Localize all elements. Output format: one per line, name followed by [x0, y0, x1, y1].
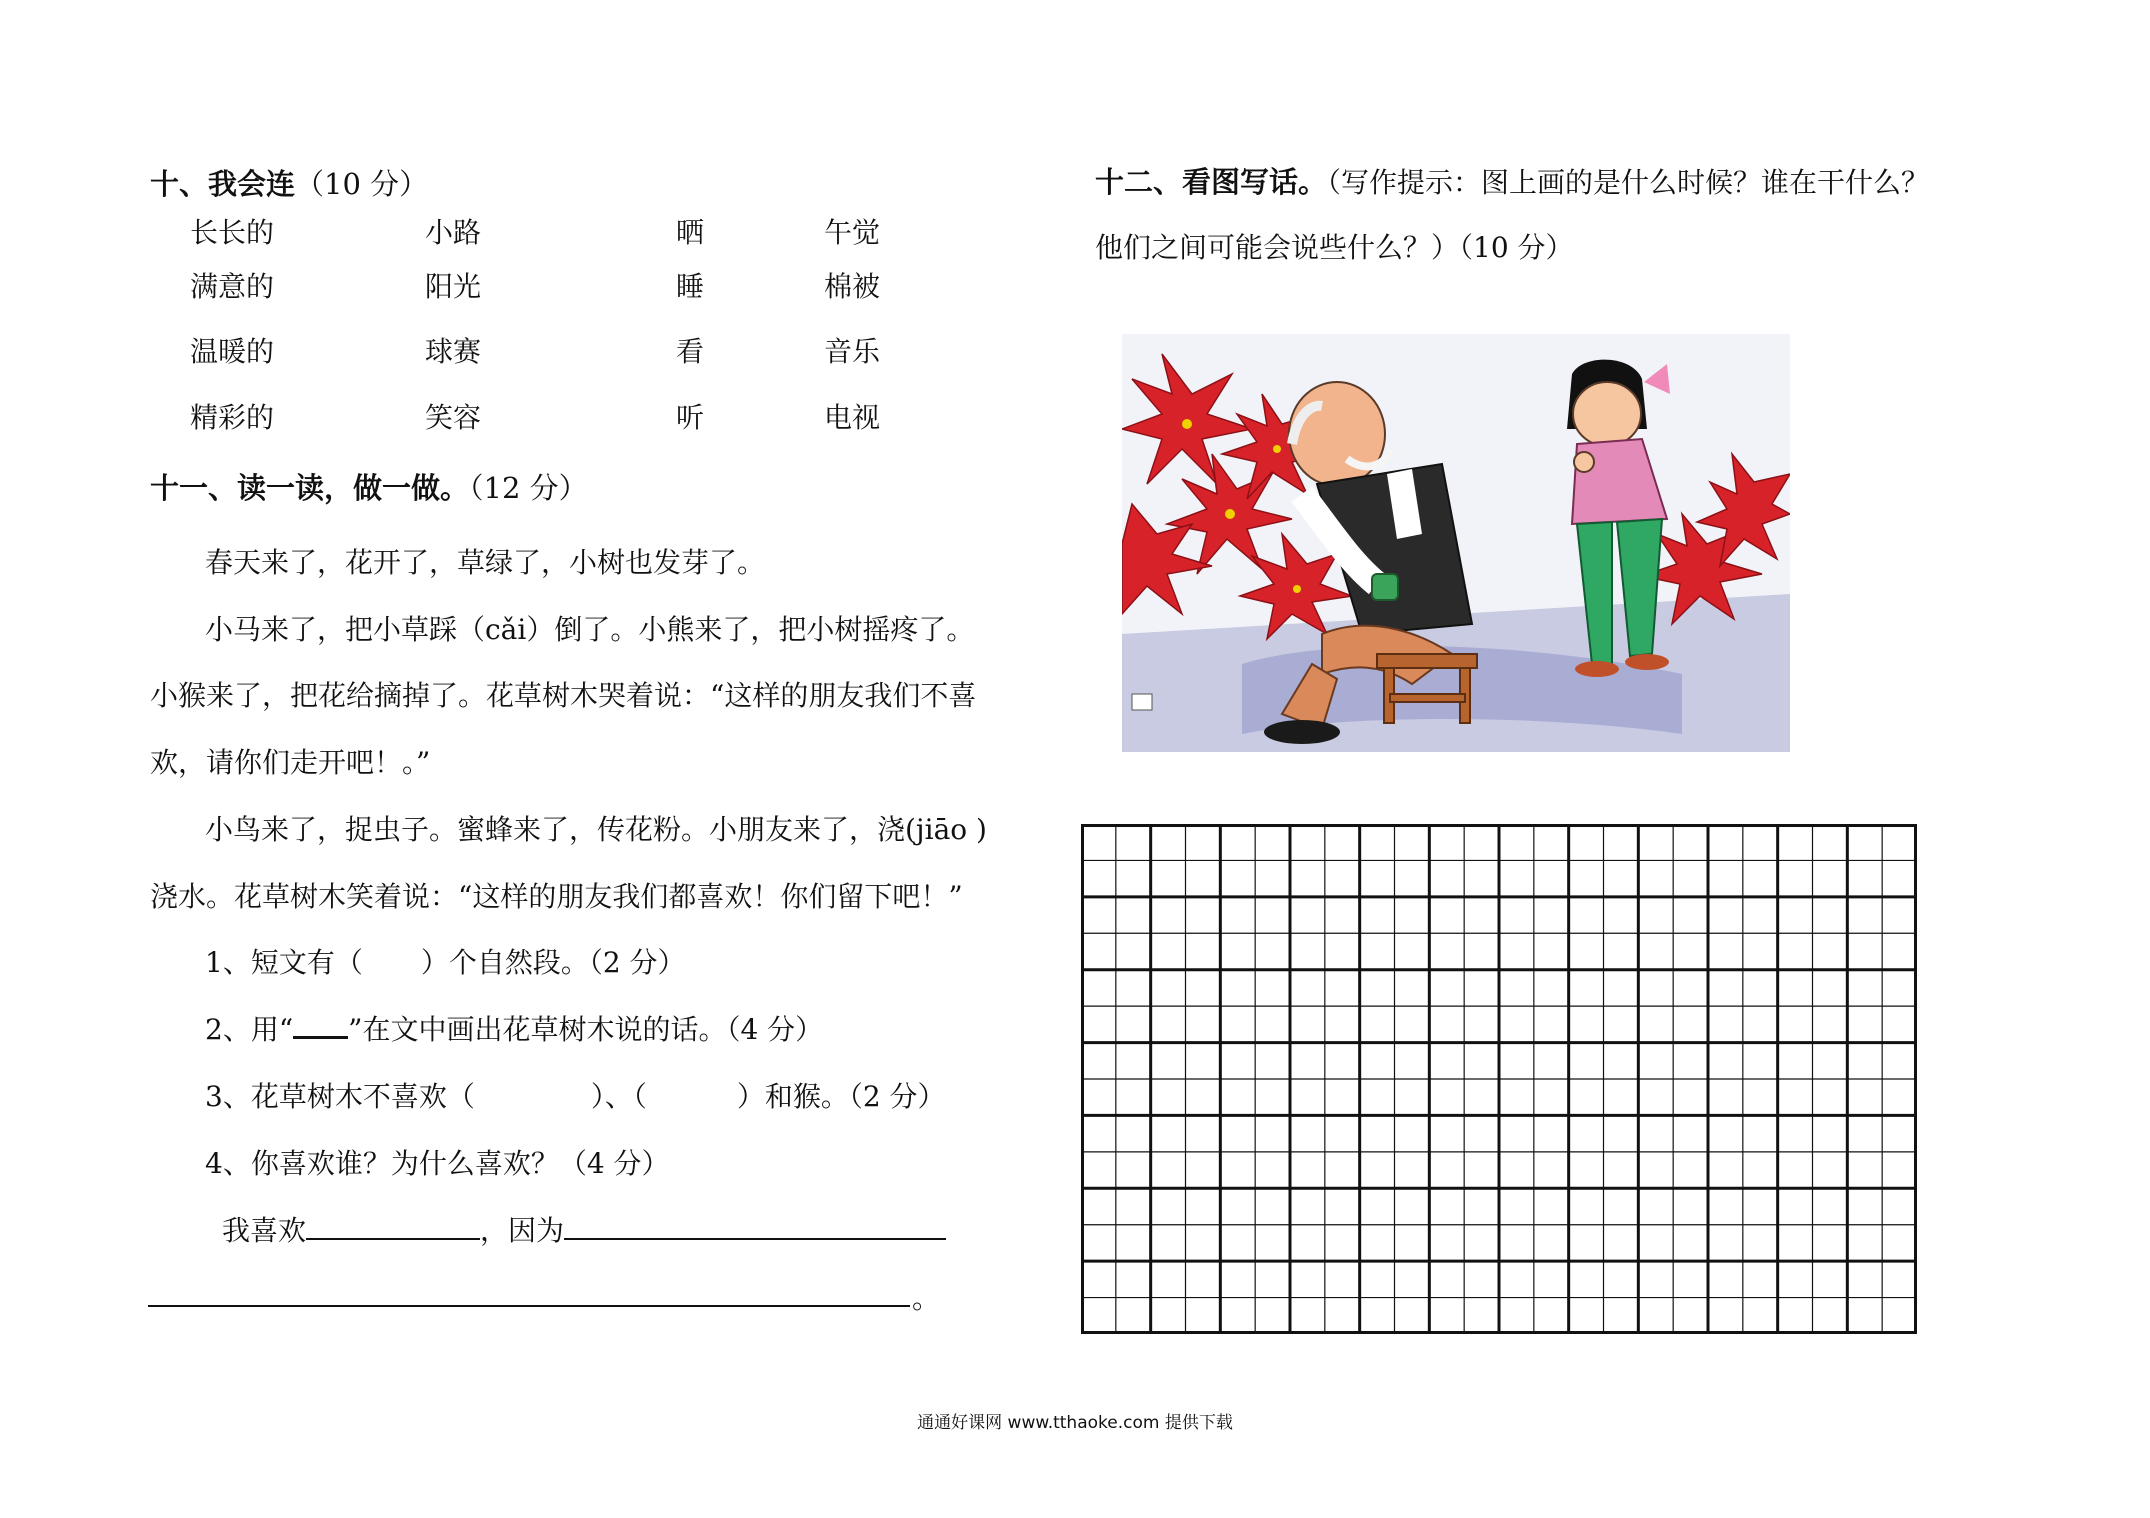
match-item[interactable]: 棉被	[824, 270, 881, 303]
answer-blank[interactable]	[306, 1212, 480, 1240]
section-12-prompt: （写作提示：图上画的是什么时候？谁在干什么？	[1327, 166, 1930, 199]
match-item[interactable]: 精彩的	[190, 401, 275, 434]
question-3	[205, 1077, 946, 1117]
section-12-heading	[1095, 162, 1929, 203]
match-item[interactable]: 笑容	[425, 401, 482, 434]
question-2-text: 2、用“	[205, 1013, 294, 1046]
match-item[interactable]: 看	[676, 335, 705, 368]
match-item[interactable]: 满意的	[190, 270, 275, 303]
passage-paragraph-3-line: 浇水。花草树木笑着说：“这样的朋友我们都喜欢！你们留下吧！”	[150, 880, 963, 913]
question-3-text: ）和猴。（2 分）	[736, 1080, 946, 1113]
question-3-text: ）、（	[590, 1080, 647, 1113]
answer-period: 。	[912, 1282, 941, 1315]
match-item[interactable]: 听	[676, 401, 705, 434]
answer-blank-long[interactable]	[148, 1305, 910, 1307]
question-1-text: 1、短文有（	[205, 946, 363, 979]
question-2	[205, 1010, 823, 1050]
illustration-svg	[1122, 334, 1790, 752]
section-11-heading	[150, 466, 588, 507]
grandpa-and-girl-illustration	[1122, 334, 1790, 752]
answer-blank[interactable]	[564, 1212, 946, 1240]
section-10-heading	[150, 162, 428, 203]
section-12-prompt-line-2: 他们之间可能会说些什么？）（10 分）	[1095, 231, 1574, 264]
passage-paragraph-2-line: 小猴来了，把花给摘掉了。花草树木哭着说：“这样的朋友我们不喜	[150, 679, 977, 712]
writing-grid-svg[interactable]	[1081, 824, 1917, 1334]
match-item[interactable]: 午觉	[824, 216, 881, 249]
question-3-text: 3、花草树木不喜欢（	[205, 1080, 475, 1113]
answer-line	[222, 1211, 946, 1251]
question-1-text: ）个自然段。（2 分）	[420, 946, 686, 979]
section-12-title: 十二、看图写话。	[1095, 165, 1328, 199]
match-item[interactable]: 音乐	[824, 335, 881, 368]
answer-line-text: ，因为	[480, 1214, 565, 1247]
section-11-score: （12 分）	[469, 471, 588, 505]
match-item[interactable]: 睡	[676, 270, 705, 303]
match-item[interactable]: 长长的	[190, 216, 275, 249]
match-item[interactable]: 阳光	[425, 270, 482, 303]
match-item[interactable]: 球赛	[425, 335, 482, 368]
passage-paragraph-2: 小马来了，把小草踩（cǎi）倒了。小熊来了，把小树摇疼了。	[205, 613, 975, 646]
answer-line-text: 我喜欢	[222, 1214, 307, 1247]
passage-paragraph-2-line: 欢，请你们走开吧！。”	[150, 746, 431, 779]
passage-paragraph-3: 小鸟来了，捉虫子。蜜蜂来了，传花粉。小朋友来了，浇(jiāo )	[205, 813, 987, 846]
section-10-score: （10 分）	[295, 167, 429, 201]
match-item[interactable]: 温暖的	[190, 335, 275, 368]
underline-sample	[293, 1014, 348, 1039]
section-10-title: 十、我会连	[150, 167, 296, 201]
section-11-title: 十一、读一读，做一做。	[150, 471, 470, 505]
match-item[interactable]: 小路	[425, 216, 482, 249]
match-item[interactable]: 晒	[676, 216, 705, 249]
question-2-text: ”在文中画出花草树木说的话。（4 分）	[348, 1013, 824, 1046]
question-4: 4、你喜欢谁？为什么喜欢？（4 分）	[205, 1147, 670, 1180]
passage-paragraph-1: 春天来了，花开了，草绿了，小树也发芽了。	[205, 546, 766, 579]
question-1	[205, 943, 686, 983]
footer-credit: 通通好课网 www.tthaoke.com 提供下载	[917, 1413, 1233, 1433]
match-item[interactable]: 电视	[824, 401, 881, 434]
writing-grid[interactable]	[1081, 824, 1917, 1338]
